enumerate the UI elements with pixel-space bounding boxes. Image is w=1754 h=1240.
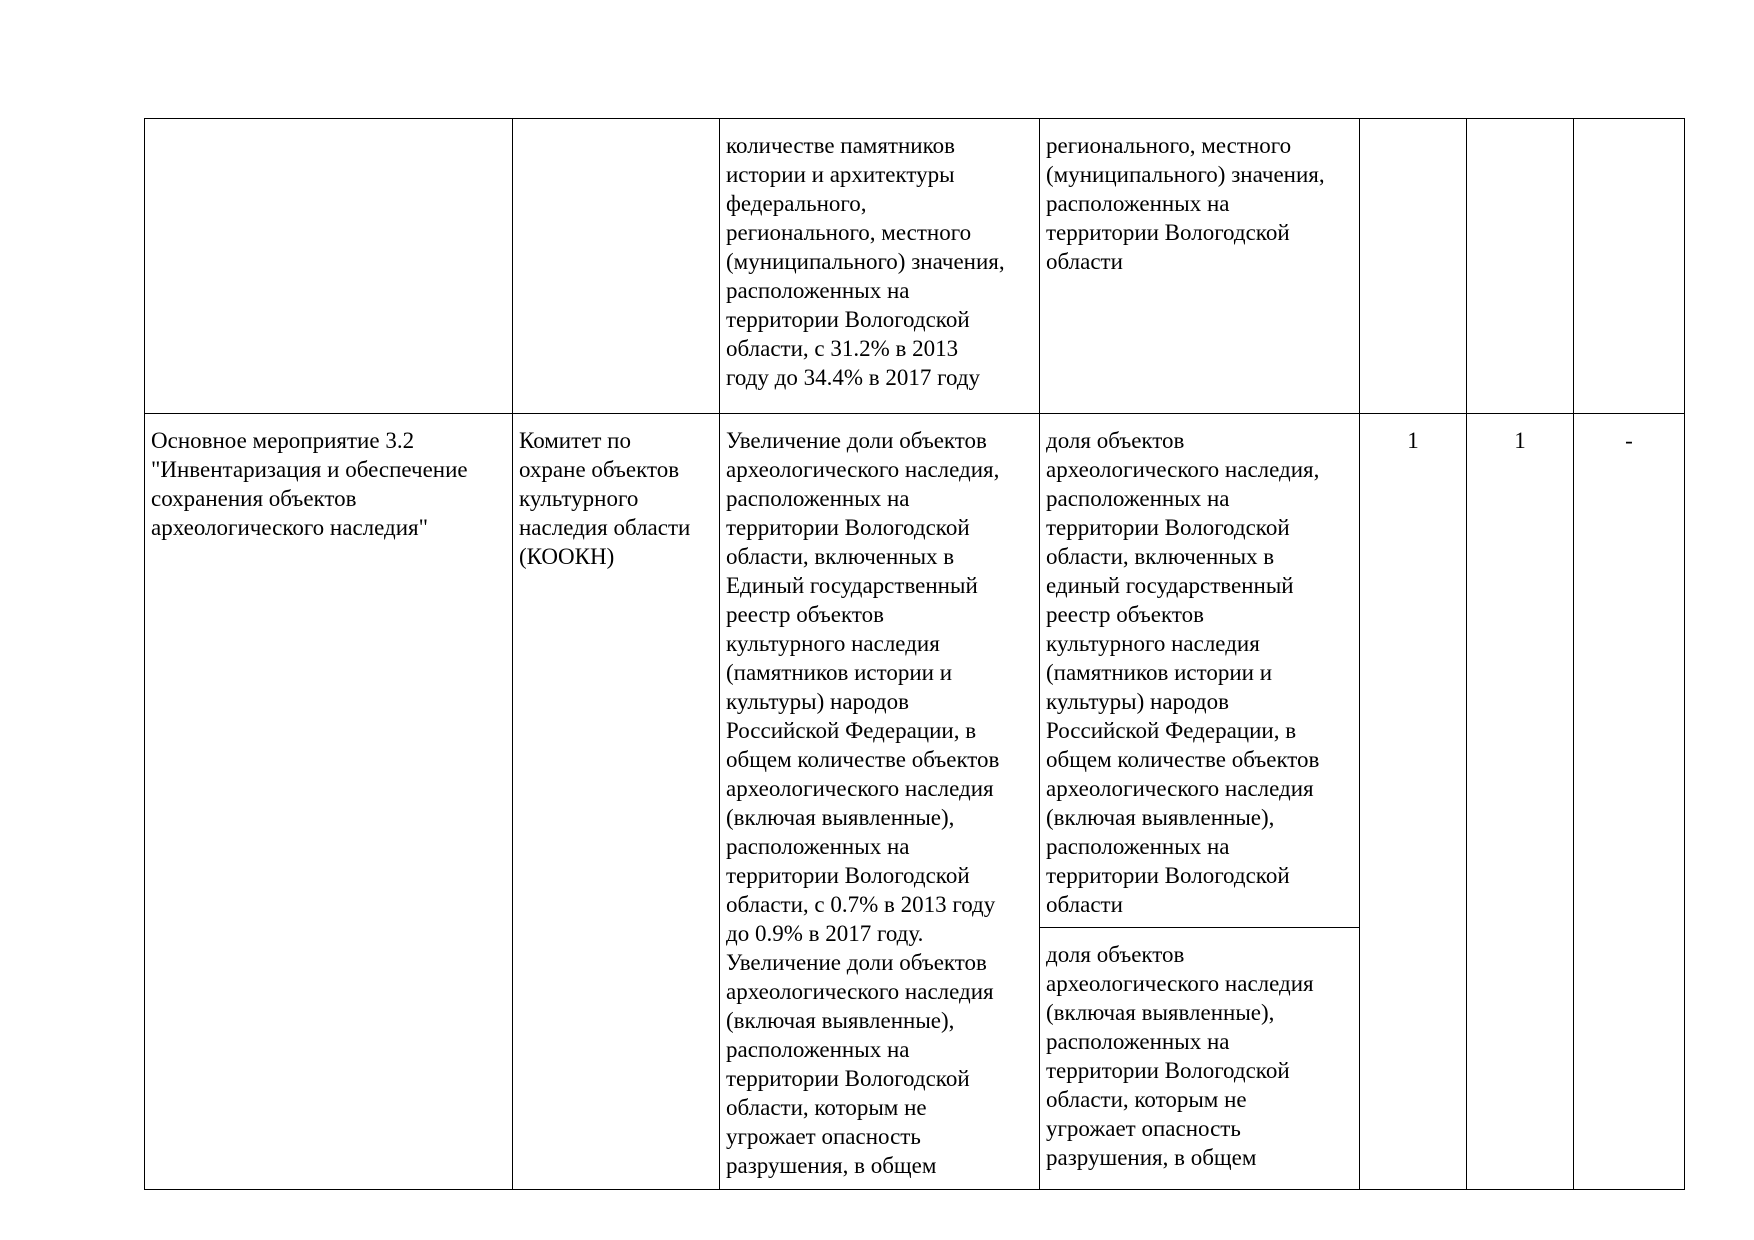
executor-cell: Комитет по охране объектов культурного наследия области (КООКН) xyxy=(513,414,720,1190)
result-cell: Увеличение доли объектов археологического наследия, расположенных на территории Вологодской области, включенных в Единый государственный реестр объектов культурного наследия (памятников истории и культуры) народов Российской Федерации, в общем количестве объектов археологического наследия (включая выявленные), расположенных на территории Вологодской области, с 0.7% в 2013 году до 0.9% в 2017 году. Увеличение доли объектов археологического наследия (включая выявленные), расположенных на территории Вологодской области, которым не угрожает опасность разрушения, в общем xyxy=(720,414,1040,1190)
row1-col7-cell xyxy=(1574,119,1685,414)
indicator-cell-1: доля объектов археологического наследия, расположенных на территории Вологодской области, включенных в единый государственный реестр объектов культурного наследия (памятников истории и культуры) народов Российской Федерации, в общем количестве объектов археологического наследия (включая выявленные), расположенных на территории Вологодской области xyxy=(1040,414,1360,928)
table-row xyxy=(145,414,1685,928)
value-cell-2: 1 xyxy=(1467,414,1574,1190)
document-table xyxy=(144,118,1685,1190)
indicator-cell-2: доля объектов археологического наследия (включая выявленные), расположенных на территории Вологодской области, которым не угрожает опасность разрушения, в общем xyxy=(1040,928,1360,1190)
row1-indicator-cell: регионального, местного (муниципального) значения, расположенных на территории Вологодской области xyxy=(1040,119,1360,414)
row1-col2-cell xyxy=(513,119,720,414)
value-cell-1: 1 xyxy=(1360,414,1467,1190)
value-cell-3: - xyxy=(1574,414,1685,1190)
row1-col6-cell xyxy=(1467,119,1574,414)
row1-col5-cell xyxy=(1360,119,1467,414)
row1-col1-cell xyxy=(145,119,513,414)
row1-result-cell: количестве памятников истории и архитектуры федерального, регионального, местного (муниципального) значения, расположенных на территории Вологодской области, с 31.2% в 2013 году до 34.4% в 2017 году xyxy=(720,119,1040,414)
measure-cell: Основное мероприятие 3.2 "Инвентаризация и обеспечение сохранения объектов археологического наследия" xyxy=(145,414,513,1190)
table-row xyxy=(145,119,1685,414)
